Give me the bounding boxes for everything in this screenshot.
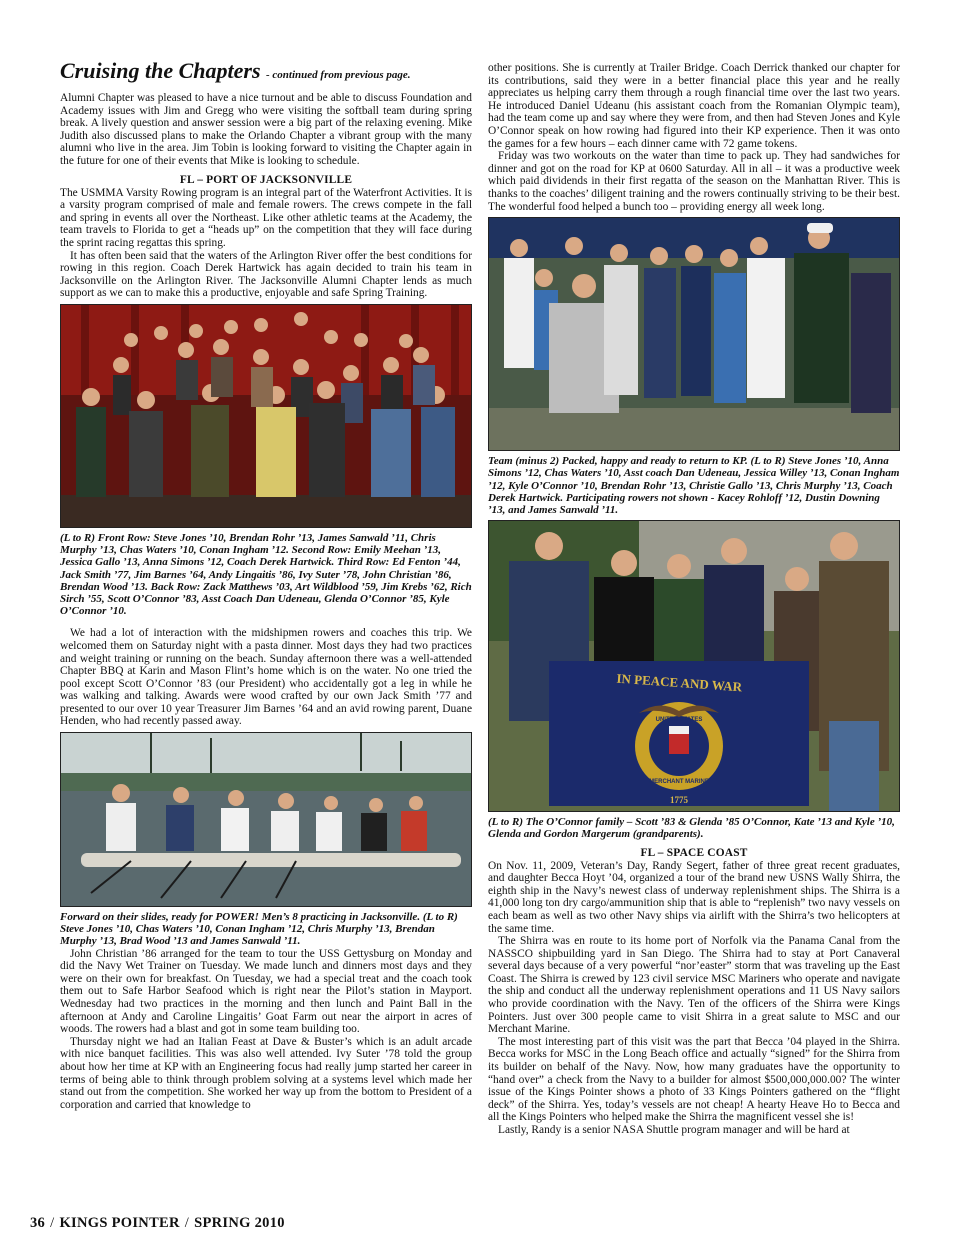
photo-team-packed xyxy=(488,217,900,451)
footer-separator-2: / xyxy=(184,1215,190,1231)
caption-oconnor-family: (L to R) The O’Connor family – Scott ’83 & Glenda ’85 O’Connor, Kate ’13 and Kyle ’10, Glenda and Gordon Margerum (grandparents). xyxy=(488,816,895,841)
photo-oconnor-family xyxy=(488,520,900,812)
title-continued: - continued from previous page. xyxy=(266,69,411,81)
heading-jacksonville: FL – PORT OF JACKSONVILLE xyxy=(179,173,353,186)
caption-team-packed: Team (minus 2) Packed, happy and ready to return to KP. (L to R) Steve Jones ’10, Anna Simons ’12, Chas Waters ’10, Asst coach Dan Udeneau, Jessica Willey ’13, Conan Ingham ’12, Kyle O’Connor ’10, Brendan Rohr ’13, Christie Gallo ’13, Chris Murphy ’13, Coach Derek Hartwick. Participating rowers not shown - Kacey Rohloff ’12, Dustin Downing ’13, and James Sanwald ’11. xyxy=(488,455,900,516)
group-photo-illustration xyxy=(61,305,471,527)
paragraph-route: The Shirra was en route to its home port of Norfolk via the Panama Canal from the NASSCO shipbuilding yard in San Diego. The Shirra had to stay at Port Canaveral several days because of a very powerful “nor’easter” storm that was traveling up the East Coast. The Shirra is crewed by 123 civil service MSC Mariners who operate and navigate the ship and conduct all the underway replenishment operations and 11 US Navy sailors who provide coordination with the Navy. Ten of the officers of the Shirra were Kings Pointers. Just over 300 people came to visit Shirra in a great salute to MSC and our Merchant Marine. xyxy=(488,935,900,1036)
seal-text-bottom: MERCHANT MARINE xyxy=(649,779,709,786)
issue-name: SPRING 2010 xyxy=(194,1215,285,1231)
page-footer xyxy=(30,1215,285,1232)
paragraph-alumni: Alumni Chapter was pleased to have a nice turnout and be able to discuss Foundation and Academy issues with Jim and Gregg who were visiting the softball team during spring break. A lively question and answer session were a big part of the relaxing evening. Mike Judith also discussed plans to make the Orlando Chapter a vibrant group with the many alumni who live in the area. Jim Tobin is looking forward to visiting the Chapter again in the future for one of their events that Mike is looking to schedule. xyxy=(60,92,472,167)
page-title xyxy=(60,58,472,88)
photo-chapter-group xyxy=(60,304,472,528)
paragraph-interesting: The most interesting part of this visit was the part that Becca ’04 played in the Shirra. Becca works for MSC in the Long Beach office and actually “signed” for the Shirra from its builder on behalf of the Navy. Now, how many graduates have the opportunity to “hand over” a check from the Navy to a builder for almost $500,000,000.00? The winter issue of the Kings Pointer shows a photo of 33 Kings Pointers gathered on the “flight deck” of the Shirra. Yes, today’s vessels are not cheap! A hearty Heave Ho to Becca and all the Kings Pointers who helped make the Shirra the magnificent vessel she is! xyxy=(488,1035,900,1124)
paragraph-arlington: It has often been said that the waters of the Arlington River offer the best conditions for rowing in this region. Coach Derek Hartwick has again decided to train his team in Jacksonville on the Arlington River. The Jacksonville Alumni Chapter lends as much support as we can to make this a productive, enjoyable and safe Spring Training. xyxy=(60,249,472,300)
caption-rowing-eight: Forward on their slides, ready for POWER! Men’s 8 practicing in Jacksonville. (L to R) Steve Jones ’10, Chas Waters ’10, Conan Ingham ’12, Chris Murphy ’13, Brendan Murphy ’13, Brad Wood ’13 and James Sanwald ’11. xyxy=(60,911,458,948)
left-column xyxy=(60,58,472,1111)
team-photo-illustration xyxy=(489,218,899,450)
magazine-name: KINGS POINTER xyxy=(59,1215,180,1231)
paragraph-nov: On Nov. 11, 2009, Veteran’s Day, Randy Segert, father of three great recent graduates, and daughter Becca Hoyt ’04, organized a tour of the brand new USNS Wally Shirra, the eighth ship in the Navy’s newest class of underway replenishment ships. The Shirra is a 41,000 long ton dry cargo/ammunition ship that is able to “replenish” two navy vessels on each beam as well as two other Navy ships via airlift with the Shirra’s two helicopters at the same time. xyxy=(488,859,900,935)
paragraph-usmma: The USMMA Varsity Rowing program is an integral part of the Waterfront Activities. It is a varsity program comprised of male and female rowers. The crews compete in the fall and spring in events all over the Northeast. Like other athletic teams at the Academy, the team travels to Florida to get a “heads up” on the competition that they will face during the sprint racing regattas this spring. xyxy=(60,186,472,249)
heading-space-coast: FL – SPACE COAST xyxy=(640,846,748,859)
title-text: Cruising the Chapters xyxy=(60,58,261,83)
footer-separator: / xyxy=(50,1215,55,1231)
flag-year: 1775 xyxy=(670,795,688,806)
paragraph-lastly: Lastly, Randy is a senior NASA Shuttle program manager and will be hard at xyxy=(498,1124,850,1137)
paragraph-christian: John Christian ’86 arranged for the team to tour the USS Gettysburg on Monday and did the Navy Wet Trainer on Tuesday. We made lunch and dinners most days and they were on their own for breakfast. On Tuesday, we had a special treat and the coach took them out to Safe Harbor Seafood which is right near the Pilot’s station in Mayport. Wednesday had two practices in the morning and then lunch and Paint Ball in the afternoon at Andy and Caroline Lingaitis’ Goat Farm out near the airport in acres of woods. The rowers had a blast and got in some team building too. xyxy=(60,947,472,1036)
page-number: 36 xyxy=(30,1215,46,1231)
paragraph-other-positions: other positions. She is currently at Trailer Bridge. Coach Derrick thanked our chapter for its contributions, said they were in a better financial place this year and he really appreciates us helping carry them through a rough financial time over the last two years. He introduced Daniel Udeanu (his assistant coach from the Romanian Olympic team), had the team come up and say where they were from, and then had Steven Jones and Kyle O’Connor speak on how rowing had figured into their KP experience. Then it was onto the games for a few hours – each dinner came with 72 game tokens. xyxy=(488,62,900,150)
paragraph-thursday: Thursday night we had an Italian Feast at Dave & Buster’s which is an adult arcade with nice banquet facilities. This was also well attended. Ivy Suter ’78 told the group about how her time at KP with an Engineering focus had really jump started her career in terms of being able to think through problem solving at a systems level which made her stand out from the competition. She worked her way up from the bottom to President of a corporation and carried that knowledge to xyxy=(60,1035,472,1111)
right-column xyxy=(488,62,900,1137)
family-photo-illustration xyxy=(489,521,899,811)
photo-rowing-eight xyxy=(60,732,472,907)
paragraph-friday: Friday was two workouts on the water than time to pack up. They had sandwiches for dinner and got on the road for KP at 0600 Saturday. All in all – it was a productive week which paid dividends in their first regatta of the season on the Manhattan River. This is thanks to the coaches’ diligent training and the rowers continually striving to be their best. The wonderful food helped a bunch too – providing energy all week long. xyxy=(488,150,900,213)
caption-chapter-group: (L to R) Front Row: Steve Jones ’10, Brendan Rohr ’13, James Sanwald ’11, Chris Murphy ’13, Chas Waters ’10, Conan Ingham ’12. Second Row: Emily Meehan ’13, Jessica Gallo ’13, Anna Simons ’12, Coach Derek Hartwick. Third Row: Ed Fenton ’44, Jack Smith ’77, Jim Barnes ’64, Andy Lingaitis ’86, Ivy Suter ’78, John Christian ’86, Brendan Wood ’13. Back Row: Zack Matthews ’03, Art Wildblood ’59, Jim Krebs ’62, Rich Sirch ’55, Scott O’Connor ’83, Asst Coach Dan Udeneau, Glenda O’Connor ’85, Kyle O’Connor ’10. xyxy=(60,531,472,618)
flag-motto: IN PEACE AND WAR xyxy=(616,670,743,695)
seal-text-top: UNITED STATES xyxy=(655,717,703,724)
paragraph-interaction: We had a lot of interaction with the midshipmen rowers and coaches this trip. We welcomed them on Saturday night with a pasta dinner. Most days they had two practices and weight training or running on the beach. Sunday afternoon there was a well-attended Chapter BBQ at Karin and Mason Flint’s home which is on the water. No one tried the pool except Scott O’Connor ’83 (our President) who accidentally got a leg in while he was walking and talking. Awards were wood crafted by our own Jack Smith ’77 and presented to our over 10 year Treasurer Jim Barnes ’64 and an avid rowing parent, Duane Henden, who had recently passed away. xyxy=(60,627,472,728)
rowing-photo-illustration xyxy=(61,733,471,906)
